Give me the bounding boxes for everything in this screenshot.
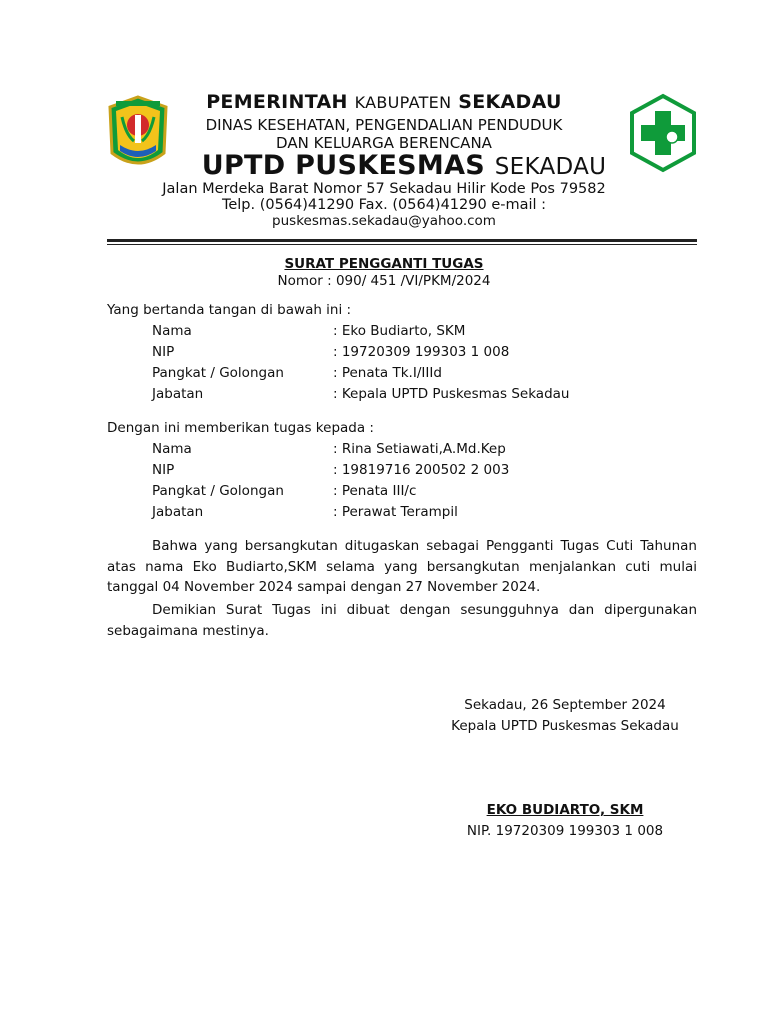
- body-paragraph-1-line: tanggal 04 November 2024 sampai dengan 27 November 2024.: [107, 579, 541, 595]
- header-department-2: DAN KELUARGA BERENCANA: [276, 134, 492, 152]
- header-regency-word: KABUPATEN: [354, 93, 452, 112]
- signer-name-label: Nama: [152, 323, 192, 339]
- header-institution: [20, 150, 768, 181]
- intro-signer: Yang bertanda tangan di bawah ini :: [107, 302, 352, 318]
- letter-title: SURAT PENGGANTI TUGAS: [284, 256, 484, 272]
- signer-position-label: Jabatan: [152, 386, 204, 402]
- header-divider-thin: [107, 244, 697, 245]
- header-phone: Telp. (0564)41290 Fax. (0564)41290 e-mail :: [221, 197, 547, 213]
- header-divider-thick: [107, 239, 697, 242]
- assignee-rank-value: : Penata III/c: [333, 483, 417, 499]
- assignee-rank-label: Pangkat / Golongan: [152, 483, 284, 499]
- header-institution-place: SEKADAU: [494, 154, 607, 180]
- body-paragraph-2-line: sebagaimana mestinya.: [107, 622, 269, 639]
- header-institution-name: UPTD PUSKESMAS: [201, 150, 486, 181]
- signer-position-value: : Kepala UPTD Puskesmas Sekadau: [333, 386, 570, 402]
- letter-number: Nomor : 090/ 451 /VI/PKM/2024: [277, 273, 491, 289]
- signer-nip-label: NIP: [152, 344, 175, 360]
- signer-rank-label: Pangkat / Golongan: [152, 365, 284, 381]
- assignee-name-label: Nama: [152, 441, 192, 457]
- signer-rank-value: : Penata Tk.I/IIId: [333, 365, 442, 381]
- assignee-position-value: : Perawat Terampil: [333, 504, 458, 520]
- assignee-nip-value: : 19819716 200502 2 003: [333, 462, 510, 478]
- assignee-nip-label: NIP: [152, 462, 175, 478]
- signature-position: Kepala UPTD Puskesmas Sekadau: [451, 718, 679, 734]
- body-paragraph-1-line: atas nama Eko Budiarto,SKM selama yang bersangkutan menjalankan cuti mulai: [107, 558, 697, 575]
- header-address: Jalan Merdeka Barat Nomor 57 Sekadau Hilir Kode Pos 79582: [162, 181, 606, 197]
- header-regency-name: SEKADAU: [458, 91, 562, 113]
- header-email: puskesmas.sekadau@yahoo.com: [272, 213, 496, 229]
- body-paragraph-1: [107, 536, 697, 598]
- header-government: [0, 91, 768, 113]
- signer-nip-value: : 19720309 199303 1 008: [333, 344, 510, 360]
- signer-name-value: : Eko Budiarto, SKM: [333, 323, 466, 339]
- body-paragraph-2: [107, 600, 697, 641]
- header-government-word: PEMERINTAH: [206, 91, 348, 113]
- header-department: DINAS KESEHATAN, PENGENDALIAN PENDUDUK: [205, 116, 563, 134]
- assignee-name-value: : Rina Setiawati,A.Md.Kep: [333, 441, 506, 457]
- body-paragraph-2-line: Demikian Surat Tugas ini dibuat dengan sesungguhnya dan dipergunakan: [152, 602, 697, 618]
- intro-assignee: Dengan ini memberikan tugas kepada :: [107, 420, 374, 436]
- signature-name: EKO BUDIARTO, SKM: [486, 802, 644, 818]
- signature-place-date: Sekadau, 26 September 2024: [464, 697, 666, 713]
- signature-nip: NIP. 19720309 199303 1 008: [466, 823, 664, 839]
- body-paragraph-1-line: Bahwa yang bersangkutan ditugaskan sebagai Pengganti Tugas Cuti Tahunan: [152, 538, 697, 554]
- assignee-position-label: Jabatan: [152, 504, 204, 520]
